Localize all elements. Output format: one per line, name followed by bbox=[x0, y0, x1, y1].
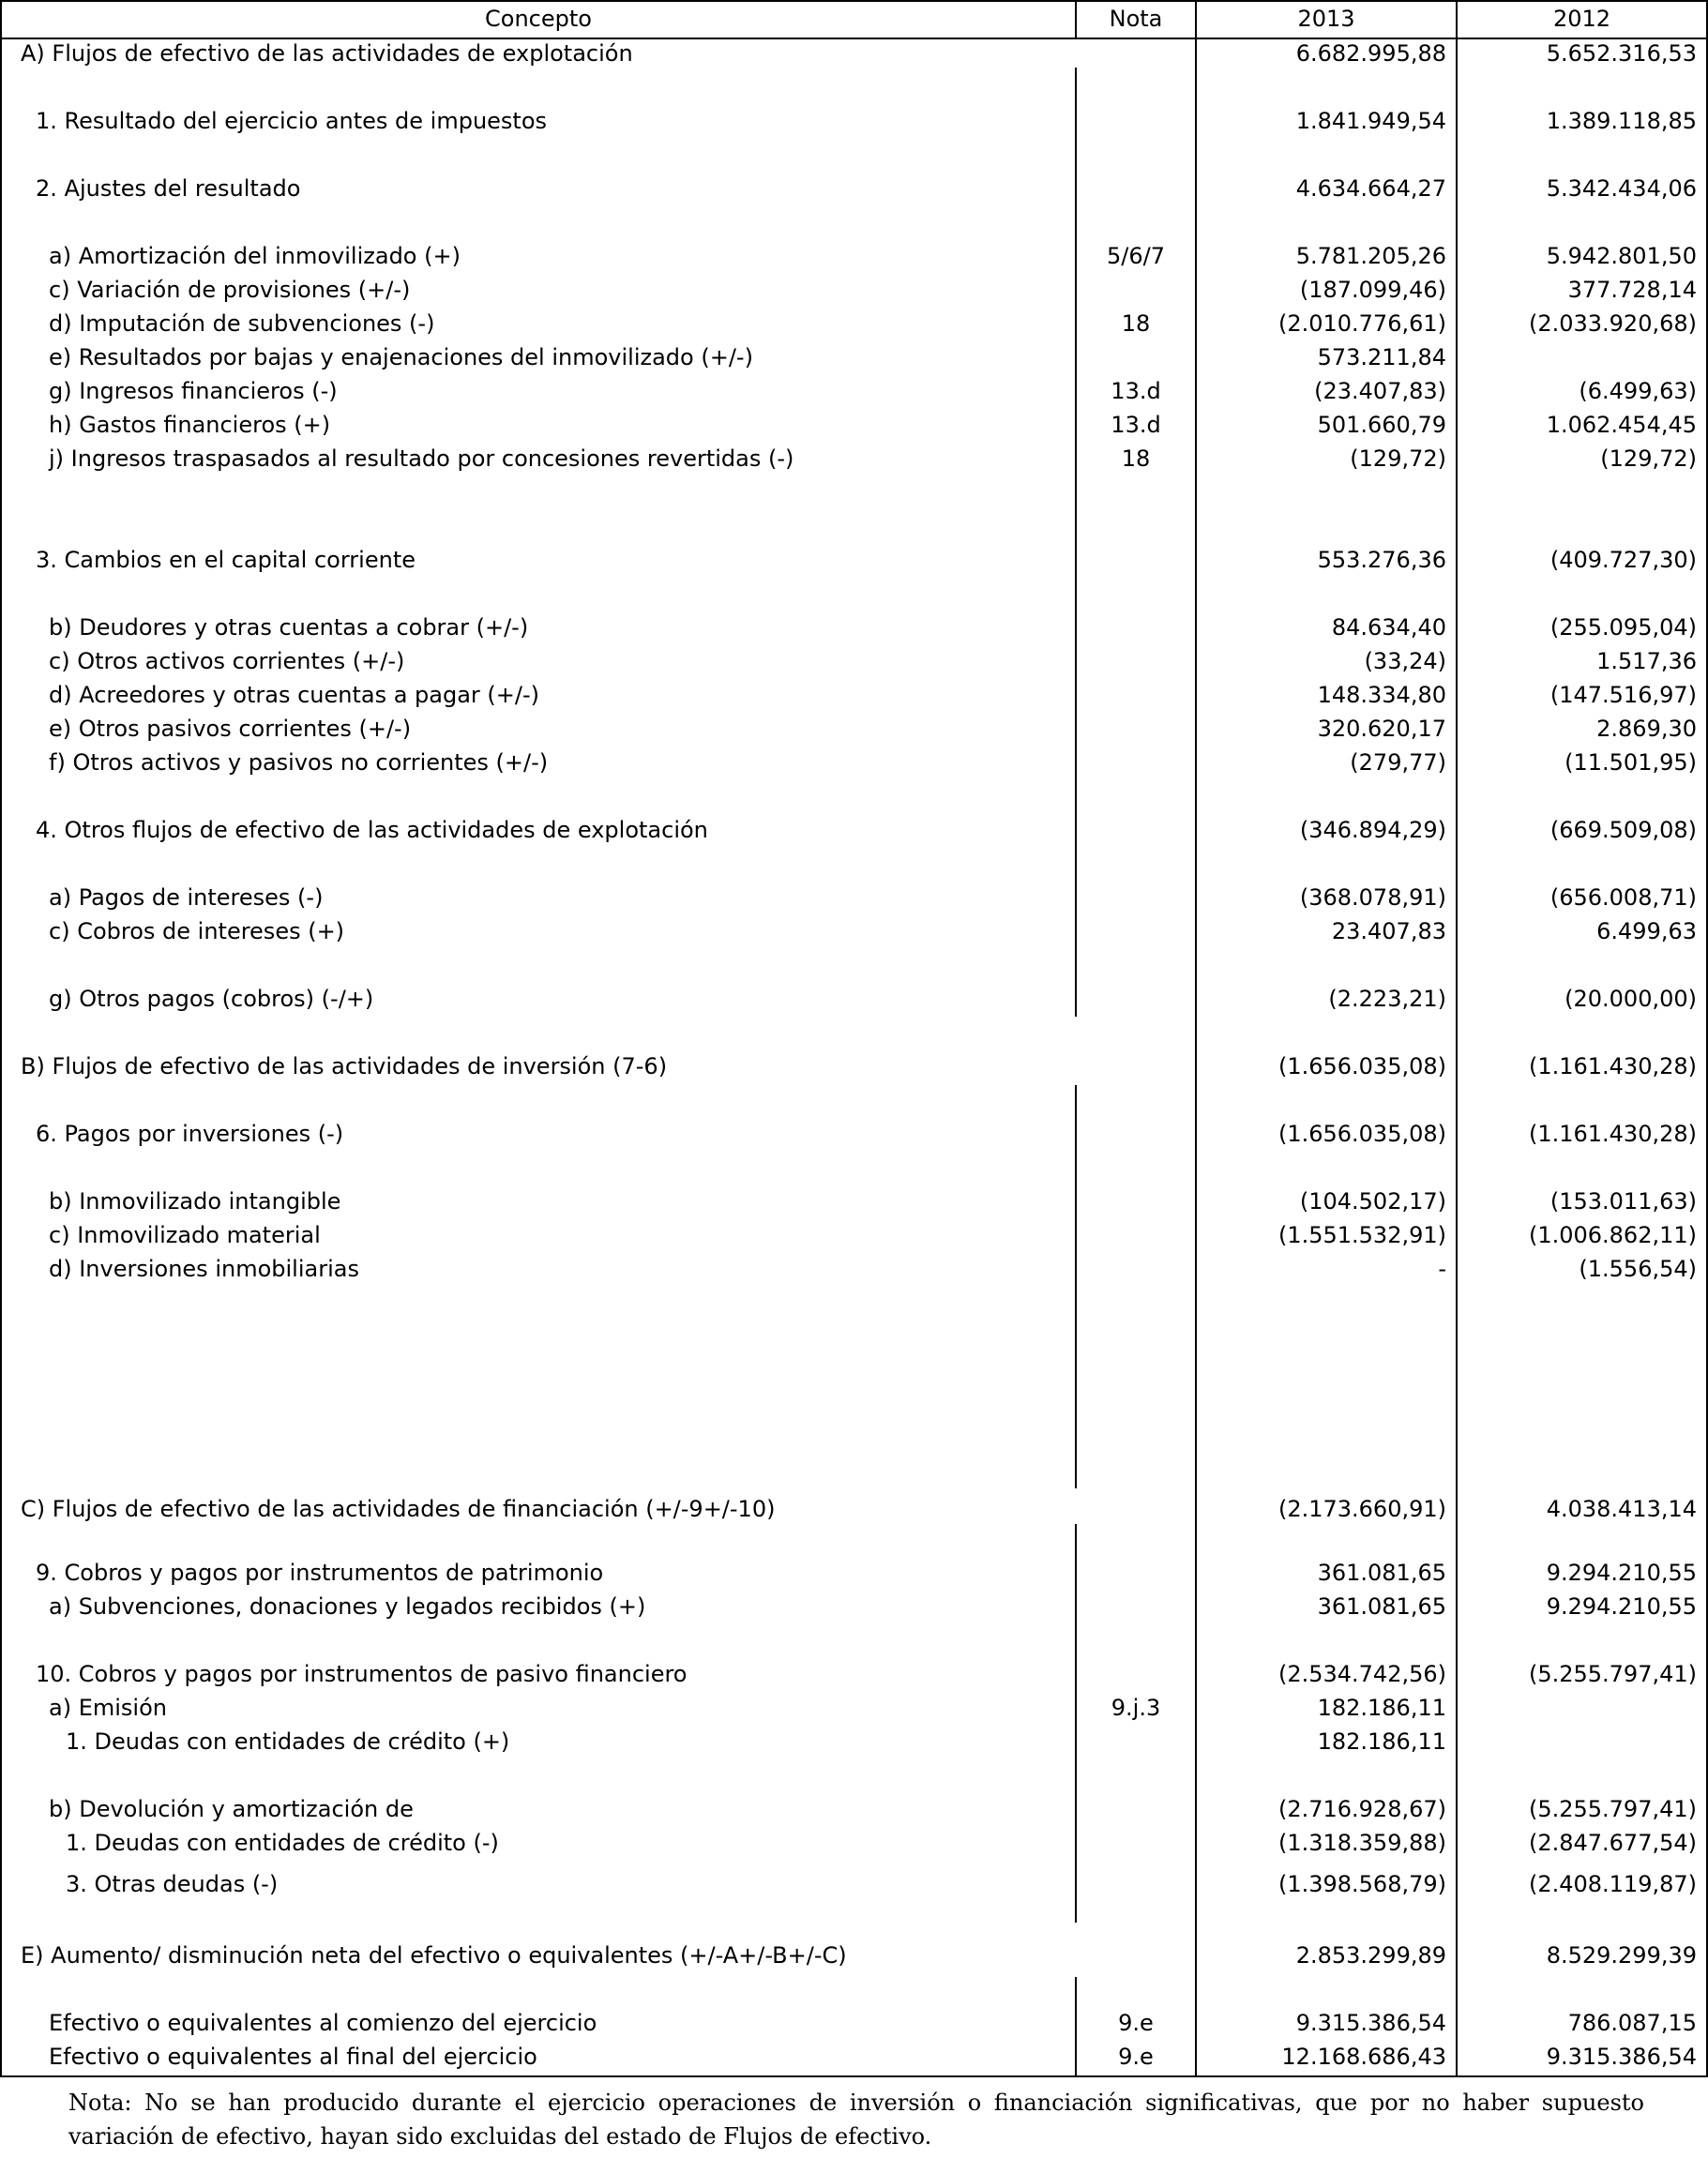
footnote: Nota: No se han producido durante el ejercicio operaciones de inversión o financiación significativas, que por no haber supuesto variación de efectivo, hayan sido excluidas del estado de Flujos de efectivo. bbox=[68, 2090, 1644, 2150]
row-value-2013: (1.656.035,08) bbox=[1277, 1053, 1446, 1079]
row-value-2013: 361.081,65 bbox=[1317, 1593, 1446, 1620]
row-concept: b) Inmovilizado intangible bbox=[49, 1188, 341, 1215]
row-value-2012: 1.389.118,85 bbox=[1546, 108, 1697, 134]
row-concept: 1. Deudas con entidades de crédito (-) bbox=[66, 1830, 499, 1856]
row-value-2012: 2.869,30 bbox=[1596, 716, 1697, 742]
nota-divider-seg bbox=[1075, 1524, 1077, 1923]
row-value-2012: 9.315.386,54 bbox=[1546, 2044, 1697, 2070]
row-value-2013: 1.841.949,54 bbox=[1295, 108, 1446, 134]
row-concept: h) Gastos financieros (+) bbox=[49, 412, 331, 438]
row-value-2013: 320.620,17 bbox=[1317, 716, 1446, 742]
row-concept: g) Otros pagos (cobros) (-/+) bbox=[49, 986, 374, 1012]
row-value-2013: (23.407,83) bbox=[1314, 378, 1446, 404]
row-value-2013: 361.081,65 bbox=[1317, 1560, 1446, 1586]
row-value-2012: 786.087,15 bbox=[1567, 2010, 1697, 2036]
row-concept: 3. Otras deudas (-) bbox=[66, 1871, 279, 1897]
row-value-2013: 84.634,40 bbox=[1331, 614, 1446, 641]
row-value-2013: 5.781.205,26 bbox=[1295, 243, 1446, 269]
row-value-2013: (1.398.568,79) bbox=[1277, 1871, 1446, 1897]
row-value-2013: 12.168.686,43 bbox=[1281, 2044, 1446, 2070]
table-left-border bbox=[0, 0, 2, 2077]
row-value-2012: (11.501,95) bbox=[1564, 749, 1697, 776]
row-value-2013: 6.682.995,88 bbox=[1295, 40, 1446, 67]
row-value-2012: 5.342.434,06 bbox=[1546, 175, 1697, 202]
row-concept: c) Otros activos corrientes (+/-) bbox=[49, 648, 405, 674]
row-nota: 13.d bbox=[1111, 378, 1161, 404]
nota-divider-seg bbox=[1075, 1085, 1077, 1488]
row-concept: e) Resultados por bajas y enajenaciones del inmovilizado (+/-) bbox=[49, 344, 753, 370]
row-concept: 1. Deudas con entidades de crédito (+) bbox=[66, 1728, 510, 1755]
row-concept: a) Subvenciones, donaciones y legados recibidos (+) bbox=[49, 1593, 646, 1620]
row-value-2012: (1.006.862,11) bbox=[1528, 1222, 1697, 1248]
row-value-2013: (2.173.660,91) bbox=[1277, 1496, 1446, 1522]
row-value-2012: (129,72) bbox=[1600, 445, 1697, 472]
row-value-2013: 182.186,11 bbox=[1317, 1695, 1446, 1721]
row-concept: 6. Pagos por inversiones (-) bbox=[36, 1121, 344, 1147]
row-value-2012: (2.033.920,68) bbox=[1528, 310, 1697, 337]
row-value-2012: (409.727,30) bbox=[1549, 547, 1697, 573]
row-concept: c) Cobros de intereses (+) bbox=[49, 918, 345, 944]
row-value-2013: (104.502,17) bbox=[1299, 1188, 1446, 1215]
row-concept: Efectivo o equivalentes al final del ejercicio bbox=[49, 2044, 537, 2070]
header-bottom-border bbox=[0, 38, 1708, 39]
row-value-2013: (279,77) bbox=[1350, 749, 1446, 776]
row-concept: a) Pagos de intereses (-) bbox=[49, 884, 324, 911]
row-value-2013: (1.551.532,91) bbox=[1277, 1222, 1446, 1248]
row-value-2012: (255.095,04) bbox=[1549, 614, 1697, 641]
row-value-2013: 23.407,83 bbox=[1331, 918, 1446, 944]
row-concept: a) Amortización del inmovilizado (+) bbox=[49, 243, 461, 269]
row-value-2012: (669.509,08) bbox=[1549, 817, 1697, 843]
row-value-2013: 573.211,84 bbox=[1317, 344, 1446, 370]
row-value-2013: 148.334,80 bbox=[1317, 682, 1446, 708]
row-value-2012: 377.728,14 bbox=[1567, 277, 1697, 303]
row-concept: g) Ingresos financieros (-) bbox=[49, 378, 338, 404]
row-value-2012: (1.161.430,28) bbox=[1528, 1121, 1697, 1147]
row-nota: 18 bbox=[1121, 310, 1151, 337]
header-year-2012: 2012 bbox=[1552, 6, 1611, 32]
row-value-2012: (20.000,00) bbox=[1564, 986, 1697, 1012]
row-value-2012: (6.499,63) bbox=[1579, 378, 1697, 404]
row-nota: 13.d bbox=[1111, 412, 1161, 438]
row-value-2012: 9.294.210,55 bbox=[1546, 1560, 1697, 1586]
row-concept: b) Devolución y amortización de bbox=[49, 1796, 414, 1822]
row-nota: 5/6/7 bbox=[1107, 243, 1165, 269]
row-nota: 18 bbox=[1121, 445, 1151, 472]
row-concept: d) Acreedores y otras cuentas a pagar (+/-) bbox=[49, 682, 540, 708]
row-concept: E) Aumento/ disminución neta del efectivo o equivalentes (+/-A+/-B+/-C) bbox=[21, 1942, 847, 1969]
row-value-2012: (656.008,71) bbox=[1549, 884, 1697, 911]
row-value-2013: (2.223,21) bbox=[1328, 986, 1446, 1012]
row-value-2013: (2.716.928,67) bbox=[1277, 1796, 1446, 1822]
row-value-2012: (1.161.430,28) bbox=[1528, 1053, 1697, 1079]
row-nota: 9.e bbox=[1118, 2010, 1154, 2036]
row-value-2012: (5.255.797,41) bbox=[1528, 1796, 1697, 1822]
row-concept: f) Otros activos y pasivos no corrientes (+/-) bbox=[49, 749, 549, 776]
row-value-2013: (1.656.035,08) bbox=[1277, 1121, 1446, 1147]
row-value-2013: (129,72) bbox=[1350, 445, 1446, 472]
row-value-2012: 5.942.801,50 bbox=[1546, 243, 1697, 269]
row-concept: d) Inversiones inmobiliarias bbox=[49, 1256, 359, 1282]
row-concept: d) Imputación de subvenciones (-) bbox=[49, 310, 435, 337]
row-value-2012: (153.011,63) bbox=[1549, 1188, 1697, 1215]
row-concept: 10. Cobros y pagos por instrumentos de pasivo financiero bbox=[36, 1661, 688, 1687]
row-value-2013: 2.853.299,89 bbox=[1295, 1942, 1446, 1969]
row-concept: A) Flujos de efectivo de las actividades de explotación bbox=[21, 40, 633, 67]
row-concept: B) Flujos de efectivo de las actividades de inversión (7-6) bbox=[21, 1053, 668, 1079]
row-value-2012: 6.499,63 bbox=[1596, 918, 1697, 944]
row-value-2012: (1.556,54) bbox=[1579, 1256, 1697, 1282]
header-concepto: Concepto bbox=[485, 6, 592, 32]
row-concept: 9. Cobros y pagos por instrumentos de patrimonio bbox=[36, 1560, 604, 1586]
row-value-2013: (368.078,91) bbox=[1299, 884, 1446, 911]
row-value-2013: (2.010.776,61) bbox=[1277, 310, 1446, 337]
row-concept: 4. Otros flujos de efectivo de las actividades de explotación bbox=[36, 817, 708, 843]
row-value-2013: - bbox=[1438, 1256, 1446, 1282]
row-concept: 3. Cambios en el capital corriente bbox=[36, 547, 416, 573]
row-value-2013: 182.186,11 bbox=[1317, 1728, 1446, 1755]
row-value-2012: 9.294.210,55 bbox=[1546, 1593, 1697, 1620]
row-concept: b) Deudores y otras cuentas a cobrar (+/-) bbox=[49, 614, 529, 641]
row-concept: C) Flujos de efectivo de las actividades de financiación (+/-9+/-10) bbox=[21, 1496, 776, 1522]
header-year-2013: 2013 bbox=[1297, 6, 1355, 32]
row-nota: 9.j.3 bbox=[1111, 1695, 1161, 1721]
row-value-2012: 4.038.413,14 bbox=[1546, 1496, 1697, 1522]
row-value-2012: (147.516,97) bbox=[1549, 682, 1697, 708]
nota-divider-seg bbox=[1075, 68, 1077, 1017]
row-concept: j) Ingresos traspasados al resultado por concesiones revertidas (-) bbox=[49, 445, 794, 472]
row-concept: Efectivo o equivalentes al comienzo del ejercicio bbox=[49, 2010, 597, 2036]
row-value-2013: 9.315.386,54 bbox=[1295, 2010, 1446, 2036]
row-nota: 9.e bbox=[1118, 2044, 1154, 2070]
row-value-2012: 5.652.316,53 bbox=[1546, 40, 1697, 67]
row-concept: e) Otros pasivos corrientes (+/-) bbox=[49, 716, 412, 742]
row-value-2013: (187.099,46) bbox=[1299, 277, 1446, 303]
row-value-2013: (1.318.359,88) bbox=[1277, 1830, 1446, 1856]
row-value-2013: (346.894,29) bbox=[1299, 817, 1446, 843]
row-value-2012: 8.529.299,39 bbox=[1546, 1942, 1697, 1969]
row-value-2012: (5.255.797,41) bbox=[1528, 1661, 1697, 1687]
row-value-2013: (2.534.742,56) bbox=[1277, 1661, 1446, 1687]
row-concept: 2. Ajustes del resultado bbox=[36, 175, 301, 202]
row-value-2012: (2.847.677,54) bbox=[1528, 1830, 1697, 1856]
row-concept: a) Emisión bbox=[49, 1695, 167, 1721]
table-bottom-border bbox=[0, 2075, 1708, 2077]
row-concept: c) Inmovilizado material bbox=[49, 1222, 321, 1248]
table-top-border bbox=[0, 0, 1708, 2]
row-concept: 1. Resultado del ejercicio antes de impuestos bbox=[36, 108, 548, 134]
row-concept: c) Variación de provisiones (+/-) bbox=[49, 277, 411, 303]
row-value-2013: 553.276,36 bbox=[1317, 547, 1446, 573]
row-value-2012: 1.062.454,45 bbox=[1546, 412, 1697, 438]
row-value-2012: (2.408.119,87) bbox=[1528, 1871, 1697, 1897]
header-nota: Nota bbox=[1109, 6, 1163, 32]
row-value-2013: 4.634.664,27 bbox=[1295, 175, 1446, 202]
row-value-2013: 501.660,79 bbox=[1317, 412, 1446, 438]
row-value-2012: 1.517,36 bbox=[1596, 648, 1697, 674]
row-value-2013: (33,24) bbox=[1364, 648, 1446, 674]
